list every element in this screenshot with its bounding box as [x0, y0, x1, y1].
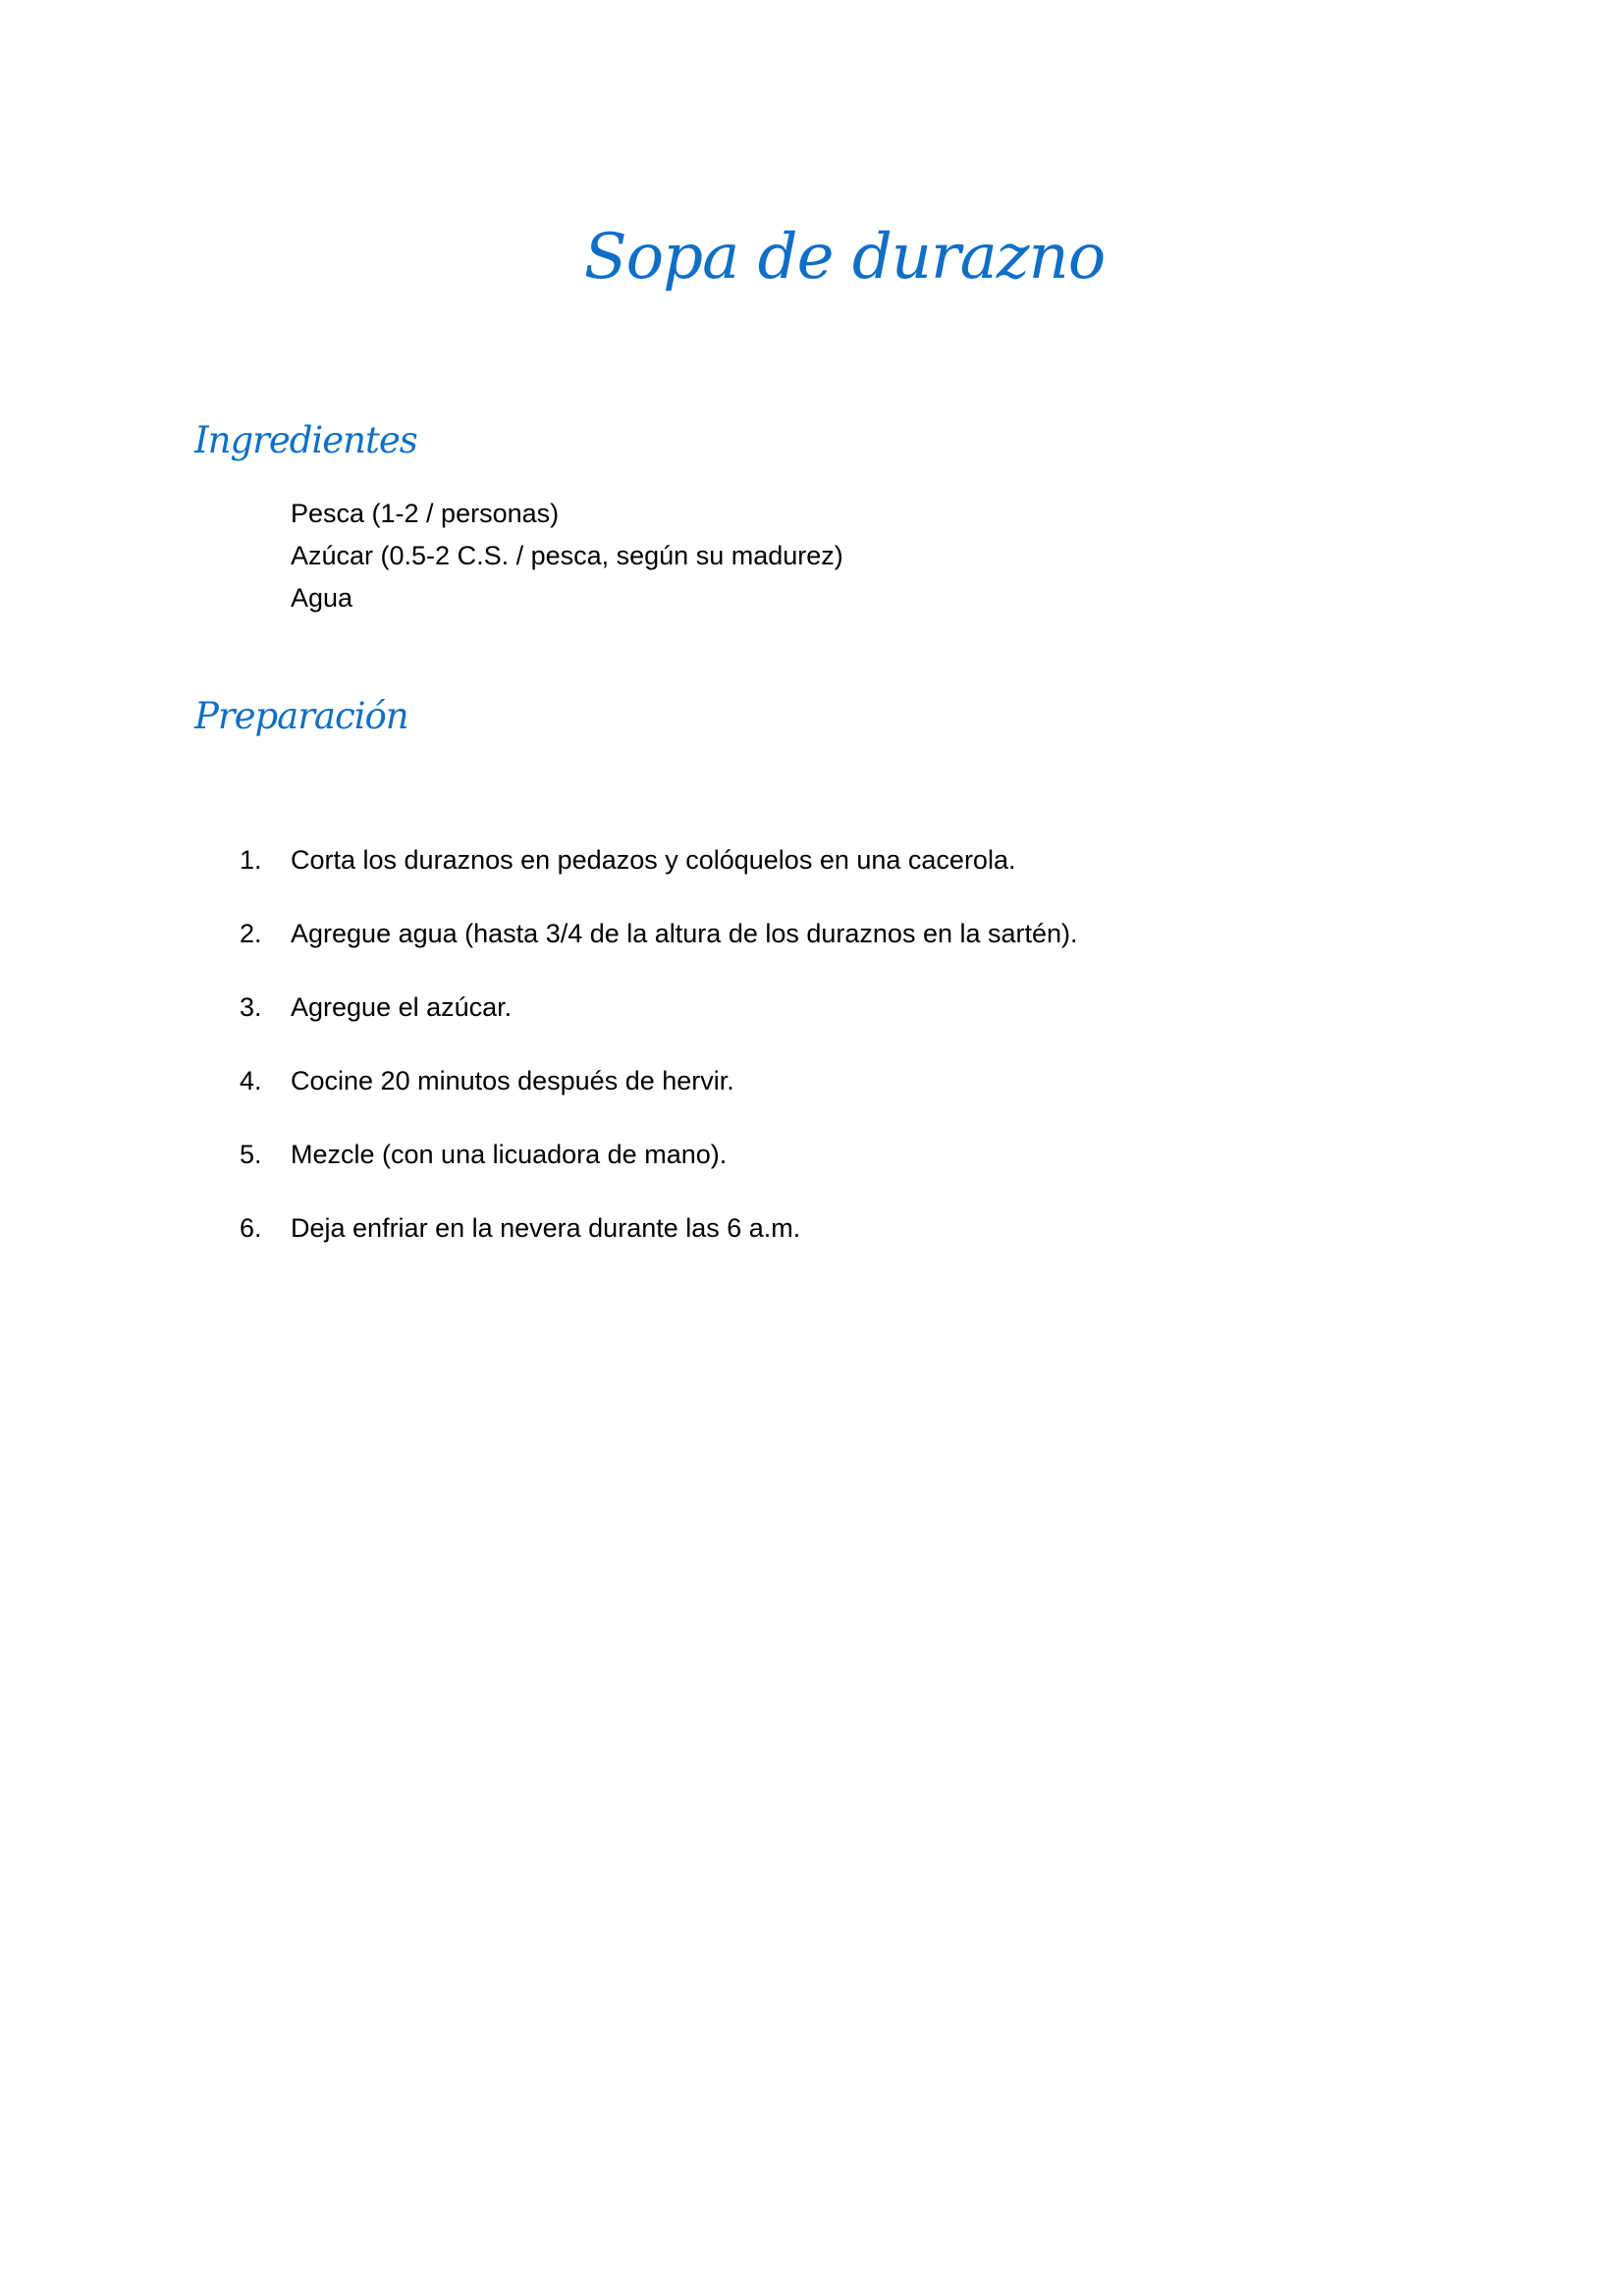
preparation-steps-list [240, 840, 1078, 1282]
document-title: Sopa de durazno [583, 221, 1106, 294]
ingredient-item: Pesca (1-2 / personas) [291, 499, 560, 528]
preparation-step [240, 914, 1078, 953]
step-number: 5. [240, 1140, 262, 1169]
ingredients-heading: Ingredientes [194, 419, 417, 461]
ingredient-item: Agua [291, 583, 353, 613]
step-number: 4. [240, 1066, 262, 1095]
preparation-step [240, 1135, 1078, 1174]
preparation-step [240, 1061, 1078, 1100]
preparation-heading: Preparación [194, 695, 408, 737]
preparation-step [240, 840, 1078, 880]
ingredients-list [291, 493, 843, 619]
ingredient-item: Azúcar (0.5-2 C.S. / pesca, según su madurez) [291, 541, 843, 570]
step-number: 3. [240, 992, 262, 1022]
step-text: Corta los duraznos en pedazos y colóquelos en una cacerola. [291, 845, 1016, 875]
step-number: 1. [240, 845, 262, 875]
step-text: Mezcle (con una licuadora de mano). [291, 1140, 728, 1169]
step-number: 6. [240, 1213, 262, 1243]
step-text: Agregue el azúcar. [291, 992, 513, 1022]
step-text: Agregue agua (hasta 3/4 de la altura de los duraznos en la sartén). [291, 919, 1078, 948]
step-text: Deja enfriar en la nevera durante las 6 a.m. [291, 1213, 801, 1243]
preparation-step [240, 988, 1078, 1027]
preparation-step [240, 1208, 1078, 1248]
step-text: Cocine 20 minutos después de hervir. [291, 1066, 734, 1095]
step-number: 2. [240, 919, 262, 948]
